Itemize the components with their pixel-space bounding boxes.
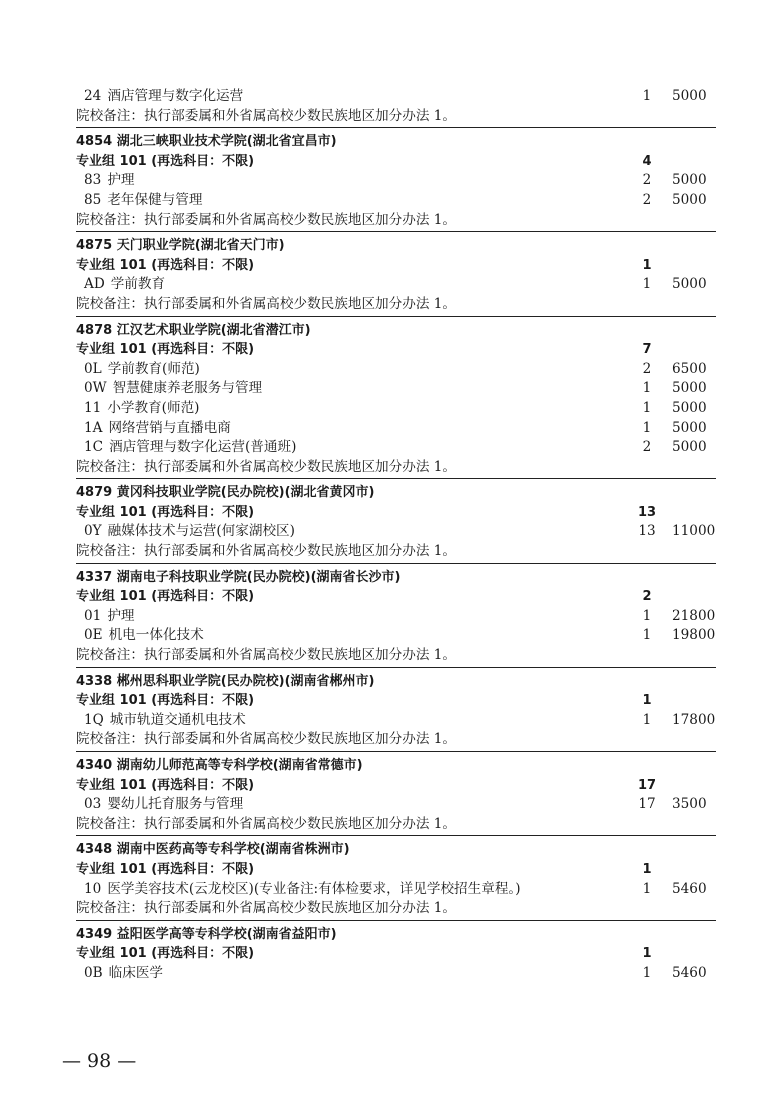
group-count: 17 bbox=[637, 777, 657, 793]
major-group-row bbox=[76, 503, 716, 523]
major-fee: 5000 bbox=[672, 439, 707, 456]
major-name: 智慧健康养老服务与管理 bbox=[112, 380, 263, 397]
school-title: 4337 湖南电子科技职业学院(民办院校)(湖南省长沙市) bbox=[76, 569, 401, 585]
school-note: 院校备注：执行部委属和外省属高校少数民族地区加分办法 1。 bbox=[76, 647, 456, 664]
major-row bbox=[76, 191, 716, 211]
major-group-row bbox=[76, 587, 716, 607]
school-block bbox=[76, 672, 716, 750]
group-count: 4 bbox=[642, 153, 652, 169]
school-block bbox=[76, 132, 716, 230]
major-row bbox=[76, 399, 716, 419]
group-count: 1 bbox=[642, 946, 652, 962]
school-note: 院校备注：执行部委属和外省属高校少数民族地区加分办法 1。 bbox=[76, 107, 456, 124]
major-group-row bbox=[76, 776, 716, 796]
group-count: 1 bbox=[642, 861, 652, 877]
school-title: 4879 黄冈科技职业学院(民办院校)(湖北省黄冈市) bbox=[76, 485, 375, 501]
school-block bbox=[76, 568, 716, 666]
major-name: 城市轨道交通机电技术 bbox=[109, 711, 246, 728]
group-label: 专业组 101 (再选科目：不限) bbox=[76, 777, 255, 793]
group-label: 专业组 101 (再选科目：不限) bbox=[76, 589, 255, 605]
group-label: 专业组 101 (再选科目：不限) bbox=[76, 342, 255, 358]
major-count: 1 bbox=[642, 607, 652, 624]
section-divider bbox=[76, 920, 716, 921]
school-title: 4349 益阳医学高等专科学校(湖南省益阳市) bbox=[76, 926, 337, 942]
section-divider bbox=[76, 316, 716, 317]
major-group-row bbox=[76, 860, 716, 880]
major-row bbox=[76, 795, 716, 815]
school-title: 4348 湖南中医药高等专科学校(湖南省株洲市) bbox=[76, 842, 350, 858]
major-fee: 17800 bbox=[672, 711, 716, 728]
group-count: 7 bbox=[642, 342, 652, 358]
school-title: 4338 郴州思科职业学院(民办院校)(湖南省郴州市) bbox=[76, 673, 375, 689]
major-code: 03 bbox=[84, 796, 102, 813]
major-count: 13 bbox=[638, 523, 656, 540]
group-count: 2 bbox=[642, 589, 652, 605]
major-count: 1 bbox=[642, 627, 652, 644]
group-count: 1 bbox=[642, 257, 652, 273]
major-code: 0E bbox=[84, 627, 103, 644]
major-code: 85 bbox=[84, 191, 102, 208]
major-fee: 5000 bbox=[672, 380, 707, 397]
major-name: 临床医学 bbox=[108, 964, 164, 981]
major-count: 1 bbox=[642, 419, 652, 436]
major-fee: 3500 bbox=[672, 796, 707, 813]
major-code: 1C bbox=[84, 439, 104, 456]
major-name: 学前教育(师范) bbox=[107, 360, 200, 377]
major-row bbox=[76, 419, 716, 439]
school-title: 4340 湖南幼儿师范高等专科学校(湖南省常德市) bbox=[76, 758, 363, 773]
major-code: 1A bbox=[84, 419, 103, 436]
school-note: 院校备注：执行部委属和外省属高校少数民族地区加分办法 1。 bbox=[76, 731, 456, 748]
school-note: 院校备注：执行部委属和外省属高校少数民族地区加分办法 1。 bbox=[76, 458, 456, 475]
group-label: 专业组 101 (再选科目：不限) bbox=[76, 693, 255, 709]
school-block bbox=[76, 321, 716, 478]
major-fee: 5460 bbox=[672, 964, 707, 981]
major-fee: 6500 bbox=[672, 360, 707, 377]
school-note: 院校备注：执行部委属和外省属高校少数民族地区加分办法 1。 bbox=[76, 211, 456, 228]
section-divider bbox=[76, 231, 716, 232]
school-title: 4854 湖北三峡职业技术学院(湖北省宜昌市) bbox=[76, 134, 337, 150]
school-block bbox=[76, 483, 716, 561]
major-group-row bbox=[76, 691, 716, 711]
major-name: 融媒体技术与运营(何家湖校区) bbox=[107, 523, 295, 540]
major-code: 0W bbox=[84, 380, 107, 397]
school-list bbox=[76, 127, 716, 983]
section-divider bbox=[76, 478, 716, 479]
group-label: 专业组 101 (再选科目：不限) bbox=[76, 504, 255, 520]
major-group-row bbox=[76, 340, 716, 360]
major-code: 10 bbox=[84, 880, 102, 897]
major-group-row bbox=[76, 256, 716, 276]
major-row bbox=[76, 360, 716, 380]
major-fee: 5000 bbox=[672, 399, 707, 416]
major-count: 2 bbox=[642, 172, 652, 189]
section-divider bbox=[76, 667, 716, 668]
major-row bbox=[76, 711, 716, 731]
major-name: 医学美容技术(云龙校区)(专业备注:有体检要求，详见学校招生章程。) bbox=[107, 880, 521, 897]
major-fee: 5000 bbox=[672, 276, 707, 293]
major-count: 1 bbox=[642, 711, 652, 728]
major-count: 1 bbox=[642, 88, 652, 104]
major-name: 酒店管理与数字化运营(普通班) bbox=[109, 439, 297, 456]
group-count: 1 bbox=[642, 693, 652, 709]
major-count: 1 bbox=[642, 380, 652, 397]
major-name: 婴幼儿托育服务与管理 bbox=[107, 796, 244, 813]
major-row bbox=[76, 964, 716, 984]
major-fee: 19800 bbox=[672, 627, 716, 644]
group-label: 专业组 101 (再选科目：不限) bbox=[76, 153, 255, 169]
major-fee: 5000 bbox=[672, 88, 707, 104]
major-count: 2 bbox=[642, 439, 652, 456]
major-row bbox=[76, 438, 716, 458]
major-row bbox=[76, 275, 716, 295]
major-row bbox=[76, 626, 716, 646]
major-name: 酒店管理与数字化运营 bbox=[107, 88, 244, 104]
major-code: AD bbox=[84, 276, 105, 293]
section-divider bbox=[76, 751, 716, 752]
major-row bbox=[76, 87, 716, 107]
major-row bbox=[76, 522, 716, 542]
school-block bbox=[76, 756, 716, 834]
section-divider bbox=[76, 835, 716, 836]
section-divider bbox=[76, 563, 716, 564]
school-note: 院校备注：执行部委属和外省属高校少数民族地区加分办法 1。 bbox=[76, 815, 456, 832]
major-code: 11 bbox=[84, 399, 102, 416]
major-row bbox=[76, 607, 716, 627]
group-label: 专业组 101 (再选科目：不限) bbox=[76, 257, 255, 273]
major-name: 小学教育(师范) bbox=[107, 399, 200, 416]
major-name: 护理 bbox=[107, 607, 135, 624]
major-code: 1Q bbox=[84, 711, 104, 728]
major-fee: 5000 bbox=[672, 172, 707, 189]
major-group-row bbox=[76, 944, 716, 964]
major-row bbox=[76, 171, 716, 191]
continued-block bbox=[76, 87, 716, 126]
school-block bbox=[76, 840, 716, 918]
admission-list bbox=[76, 87, 716, 984]
major-count: 1 bbox=[642, 880, 652, 897]
school-title: 4878 江汉艺术职业学院(湖北省潜江市) bbox=[76, 322, 311, 338]
major-count: 2 bbox=[642, 360, 652, 377]
group-label: 专业组 101 (再选科目：不限) bbox=[76, 861, 255, 877]
major-code: 01 bbox=[84, 607, 102, 624]
school-title: 4875 天门职业学院(湖北省天门市) bbox=[76, 238, 285, 254]
group-count: 13 bbox=[637, 504, 657, 520]
major-name: 学前教育 bbox=[110, 276, 166, 293]
school-note: 院校备注：执行部委属和外省属高校少数民族地区加分办法 1。 bbox=[76, 543, 456, 560]
major-count: 1 bbox=[642, 399, 652, 416]
major-code: 0B bbox=[84, 964, 103, 981]
school-block bbox=[76, 925, 716, 984]
major-code: 0Y bbox=[84, 523, 102, 540]
major-row bbox=[76, 379, 716, 399]
school-note: 院校备注：执行部委属和外省属高校少数民族地区加分办法 1。 bbox=[76, 295, 456, 312]
major-fee: 5460 bbox=[672, 880, 707, 897]
major-name: 老年保健与管理 bbox=[107, 191, 203, 208]
school-block bbox=[76, 236, 716, 314]
section-divider bbox=[76, 127, 716, 128]
major-count: 2 bbox=[642, 191, 652, 208]
group-label: 专业组 101 (再选科目：不限) bbox=[76, 946, 255, 962]
major-code: 83 bbox=[84, 172, 102, 189]
major-code: 24 bbox=[84, 88, 102, 104]
major-fee: 21800 bbox=[672, 607, 716, 624]
major-name: 护理 bbox=[107, 172, 135, 189]
major-row bbox=[76, 880, 716, 900]
major-fee: 5000 bbox=[672, 191, 707, 208]
page-number: — 98 — bbox=[62, 1050, 137, 1072]
school-note: 院校备注：执行部委属和外省属高校少数民族地区加分办法 1。 bbox=[76, 900, 456, 917]
major-name: 网络营销与直播电商 bbox=[108, 419, 231, 436]
major-fee: 11000 bbox=[672, 523, 716, 540]
major-name: 机电一体化技术 bbox=[108, 627, 204, 644]
major-count: 17 bbox=[638, 796, 656, 813]
major-code: 0L bbox=[84, 360, 102, 377]
major-count: 1 bbox=[642, 964, 652, 981]
major-group-row bbox=[76, 152, 716, 172]
major-count: 1 bbox=[642, 276, 652, 293]
major-fee: 5000 bbox=[672, 419, 707, 436]
